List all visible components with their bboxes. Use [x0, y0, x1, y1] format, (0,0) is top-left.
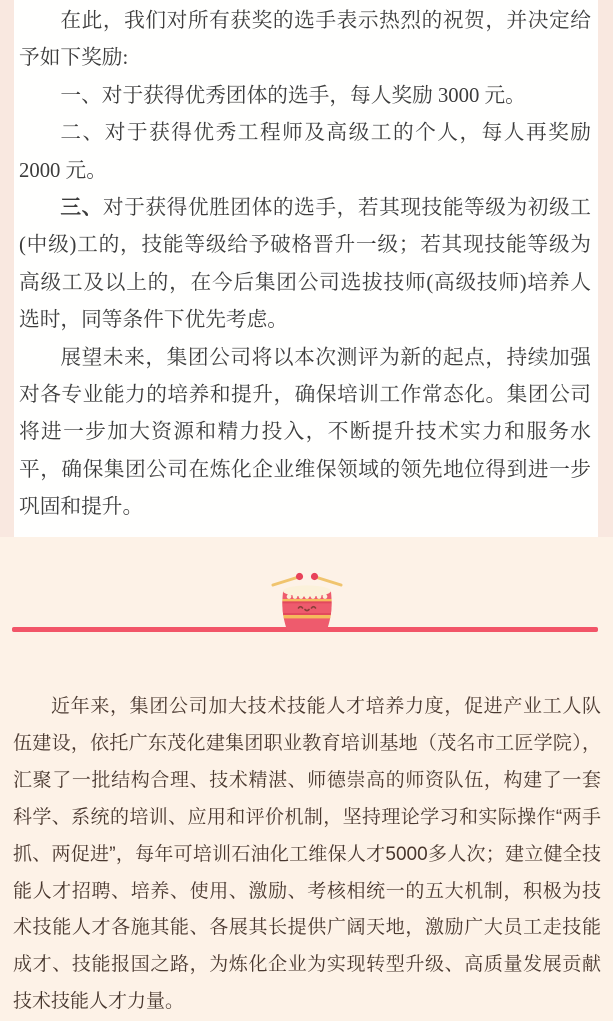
paragraph-text: 对于获得优胜团体的选手，若其现技能等级为初级工(中级)工的，技能等级给予破格晋升一级；若其现技能等级为高级工及以上的，在今后集团公司选拔技师(高级技师)培养人选时，同等条件下优先考虑。 [19, 197, 591, 332]
paragraph-text: 二、对于获得优秀工程师及高级工的个人，每人再奖励 2000 元。 [19, 122, 591, 182]
paragraph-text: 一、对于获得优秀团体的选手，每人奖励 3000 元。 [60, 84, 526, 107]
talent-paragraph: 近年来，集团公司加大技术技能人才培养力度，促进产业工人队伍建设，依托广东茂化建集团职业教育培训基地（茂名市工匠学院），汇聚了一批结构合理、技术精湛、师德崇高的师资队伍，构建了一套科学、系统的培训、应用和评价机制，坚持理论学习和实际操作“两手抓、两促进”，每年可培训石油化工维保人才5000多人次；建立健全技能人才招聘、培养、使用、激励、考核相统一的五大机制，积极为技术技能人才各施其能、各展其长提供广阔天地，激励广大员工走技能成才、技能报国之路，为炼化企业为实现转型升级、高质量发展贡献技术技能人才力量。 [13, 696, 601, 1013]
section-divider [0, 537, 613, 632]
award-paragraph [19, 78, 591, 115]
drum-icon [270, 568, 344, 632]
award-paragraph [19, 190, 591, 340]
article-card [14, 0, 598, 537]
award-paragraph [19, 115, 591, 190]
award-paragraph [19, 340, 591, 527]
award-paragraph [19, 3, 591, 78]
paragraph-text: 展望未来，集团公司将以本次测评为新的起点，持续加强对各专业能力的培养和提升，确保培训工作常态化。集团公司将进一步加大资源和精力投入，不断提升技术实力和服务水平，确保集团公司在炼化企业维保领域的领先地位得到进一步巩固和提升。 [19, 346, 591, 519]
paragraph-lead: 三、 [60, 197, 103, 220]
talent-section [0, 632, 613, 1013]
paragraph-text: 在此，我们对所有获奖的选手表示热烈的祝贺，并决定给予如下奖励: [19, 10, 591, 70]
